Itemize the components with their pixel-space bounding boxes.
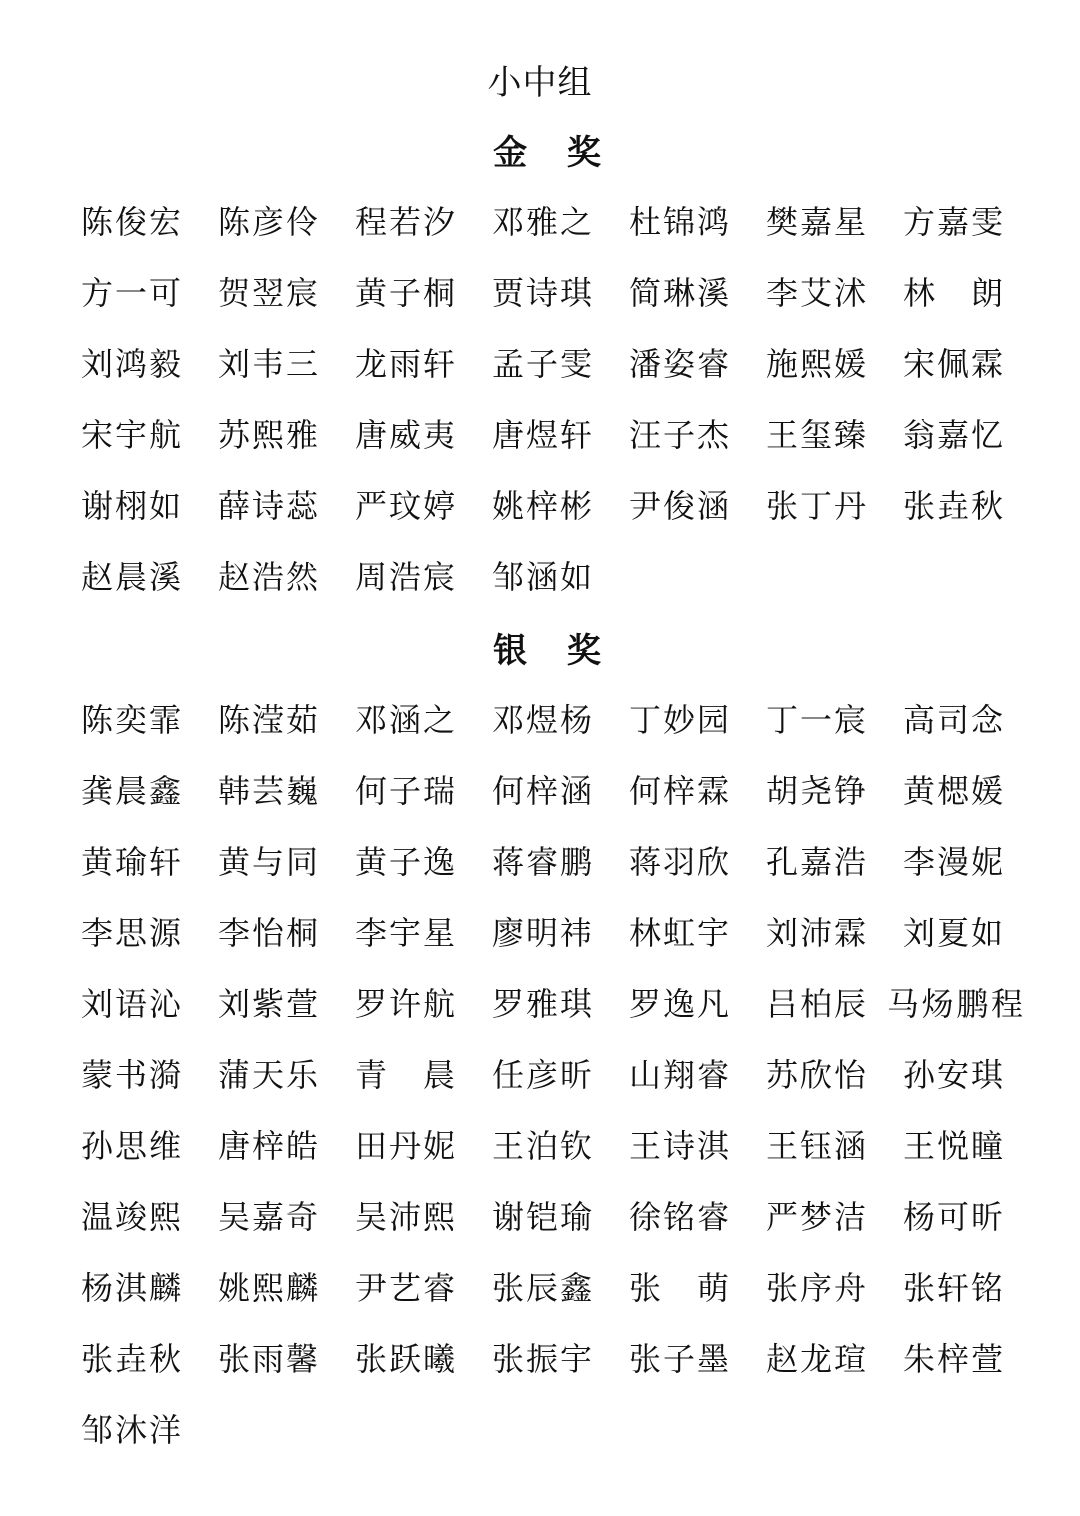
award-name: 孙思维 xyxy=(81,1127,181,1165)
award-name: 马炀鹏程 xyxy=(887,985,1023,1023)
award-name: 黄瑜轩 xyxy=(81,843,181,881)
award-name: 赵晨溪 xyxy=(81,558,181,596)
award-name: 李怡桐 xyxy=(218,914,318,952)
award-name: 龙雨轩 xyxy=(355,345,455,383)
award-name: 徐铭睿 xyxy=(629,1198,729,1236)
award-name: 丁妙园 xyxy=(629,701,729,739)
award-name: 李宇星 xyxy=(355,914,455,952)
award-name: 林虹宇 xyxy=(629,914,729,952)
award-name: 张垚秋 xyxy=(903,487,1003,525)
award-name: 李漫妮 xyxy=(903,843,1003,881)
award-name: 潘姿睿 xyxy=(629,345,729,383)
award-name: 龚晨鑫 xyxy=(81,772,181,810)
award-name: 张丁丹 xyxy=(766,487,866,525)
award-name: 胡尧铮 xyxy=(766,772,866,810)
award-name: 张雨馨 xyxy=(218,1340,318,1378)
award-name: 李思源 xyxy=(81,914,181,952)
award-name: 邹涵如 xyxy=(492,558,592,596)
award-name: 赵浩然 xyxy=(218,558,318,596)
award-name: 方一可 xyxy=(81,274,181,312)
silver-award-name-grid xyxy=(81,685,1040,1466)
award-name: 姚熙麟 xyxy=(218,1269,318,1307)
award-name: 蒋羽欣 xyxy=(629,843,729,881)
award-name: 廖明祎 xyxy=(492,914,592,952)
award-name: 张 萌 xyxy=(629,1269,729,1307)
award-name: 宋宇航 xyxy=(81,416,181,454)
award-name: 翁嘉忆 xyxy=(903,416,1003,454)
award-name: 刘紫萱 xyxy=(218,985,318,1023)
award-name: 黄楒媛 xyxy=(903,772,1003,810)
award-name: 蒋睿鹏 xyxy=(492,843,592,881)
award-name: 姚梓彬 xyxy=(492,487,592,525)
award-name: 薛诗蕊 xyxy=(218,487,318,525)
award-name: 周浩宸 xyxy=(355,558,455,596)
award-name: 刘韦三 xyxy=(218,345,318,383)
award-name: 朱梓萱 xyxy=(903,1340,1003,1378)
award-name: 唐威夷 xyxy=(355,416,455,454)
award-name: 王钰涵 xyxy=(766,1127,866,1165)
award-name: 邹沐洋 xyxy=(81,1411,181,1449)
award-name: 陈俊宏 xyxy=(81,203,181,241)
award-name: 程若汐 xyxy=(355,203,455,241)
award-name: 简琳溪 xyxy=(629,274,729,312)
award-name: 贺翌宸 xyxy=(218,274,318,312)
award-name: 张子墨 xyxy=(629,1340,729,1378)
award-name: 青 晨 xyxy=(355,1056,455,1094)
award-name: 吕柏辰 xyxy=(766,985,866,1023)
award-name: 张轩铭 xyxy=(903,1269,1003,1307)
award-name: 严玟婷 xyxy=(355,487,455,525)
award-name: 张跃曦 xyxy=(355,1340,455,1378)
award-name: 张振宇 xyxy=(492,1340,592,1378)
award-name: 孙安琪 xyxy=(903,1056,1003,1094)
award-name: 樊嘉星 xyxy=(766,203,866,241)
award-name: 苏欣怡 xyxy=(766,1056,866,1094)
award-name: 黄子桐 xyxy=(355,274,455,312)
award-name: 罗逸凡 xyxy=(629,985,729,1023)
page-title: 小中组 xyxy=(487,63,593,103)
award-name: 方嘉雯 xyxy=(903,203,1003,241)
award-name: 温竣熙 xyxy=(81,1198,181,1236)
award-name: 唐煜轩 xyxy=(492,416,592,454)
award-name: 田丹妮 xyxy=(355,1127,455,1165)
award-name: 邓涵之 xyxy=(355,701,455,739)
award-name: 蒲天乐 xyxy=(218,1056,318,1094)
award-name: 谢栩如 xyxy=(81,487,181,525)
silver-award-heading: 银 奖 xyxy=(493,631,615,671)
award-name: 李艾沭 xyxy=(766,274,866,312)
award-name: 林 朗 xyxy=(903,274,1003,312)
award-name: 罗雅琪 xyxy=(492,985,592,1023)
award-name: 黄子逸 xyxy=(355,843,455,881)
award-name: 刘鸿毅 xyxy=(81,345,181,383)
award-name: 汪子杰 xyxy=(629,416,729,454)
award-name: 刘沛霖 xyxy=(766,914,866,952)
award-name: 杜锦鸿 xyxy=(629,203,729,241)
award-name: 刘夏如 xyxy=(903,914,1003,952)
gold-award-name-grid xyxy=(81,187,1040,613)
award-name: 山翔睿 xyxy=(629,1056,729,1094)
award-name: 苏熙雅 xyxy=(218,416,318,454)
award-name: 黄与同 xyxy=(218,843,318,881)
award-name: 陈奕霏 xyxy=(81,701,181,739)
award-name: 高司念 xyxy=(903,701,1003,739)
award-name: 施熙媛 xyxy=(766,345,866,383)
award-name: 刘语沁 xyxy=(81,985,181,1023)
award-name: 陈彦伶 xyxy=(218,203,318,241)
award-name: 尹俊涵 xyxy=(629,487,729,525)
award-name: 赵龙瑄 xyxy=(766,1340,866,1378)
award-name: 罗许航 xyxy=(355,985,455,1023)
award-name: 邓雅之 xyxy=(492,203,592,241)
award-name: 吴嘉奇 xyxy=(218,1198,318,1236)
award-name: 任彦昕 xyxy=(492,1056,592,1094)
award-name: 韩芸巍 xyxy=(218,772,318,810)
award-name: 宋佩霖 xyxy=(903,345,1003,383)
award-name: 张序舟 xyxy=(766,1269,866,1307)
award-name: 唐梓皓 xyxy=(218,1127,318,1165)
award-name: 吴沛熙 xyxy=(355,1198,455,1236)
award-name: 王泊钦 xyxy=(492,1127,592,1165)
award-name: 孟子雯 xyxy=(492,345,592,383)
award-name: 谢铠瑜 xyxy=(492,1198,592,1236)
award-name: 贾诗琪 xyxy=(492,274,592,312)
award-name: 何子瑞 xyxy=(355,772,455,810)
award-name: 王诗淇 xyxy=(629,1127,729,1165)
award-name: 张辰鑫 xyxy=(492,1269,592,1307)
award-name: 王玺臻 xyxy=(766,416,866,454)
award-name: 蒙书漪 xyxy=(81,1056,181,1094)
award-name: 尹艺睿 xyxy=(355,1269,455,1307)
award-name: 何梓霖 xyxy=(629,772,729,810)
award-name: 丁一宸 xyxy=(766,701,866,739)
gold-award-heading: 金 奖 xyxy=(493,133,615,173)
award-name: 严梦洁 xyxy=(766,1198,866,1236)
award-name: 何梓涵 xyxy=(492,772,592,810)
award-name: 陈滢茹 xyxy=(218,701,318,739)
award-name: 孔嘉浩 xyxy=(766,843,866,881)
award-name: 杨可昕 xyxy=(903,1198,1003,1236)
award-name: 杨淇麟 xyxy=(81,1269,181,1307)
award-name: 张垚秋 xyxy=(81,1340,181,1378)
award-name: 王悦瞳 xyxy=(903,1127,1003,1165)
award-name: 邓煜杨 xyxy=(492,701,592,739)
